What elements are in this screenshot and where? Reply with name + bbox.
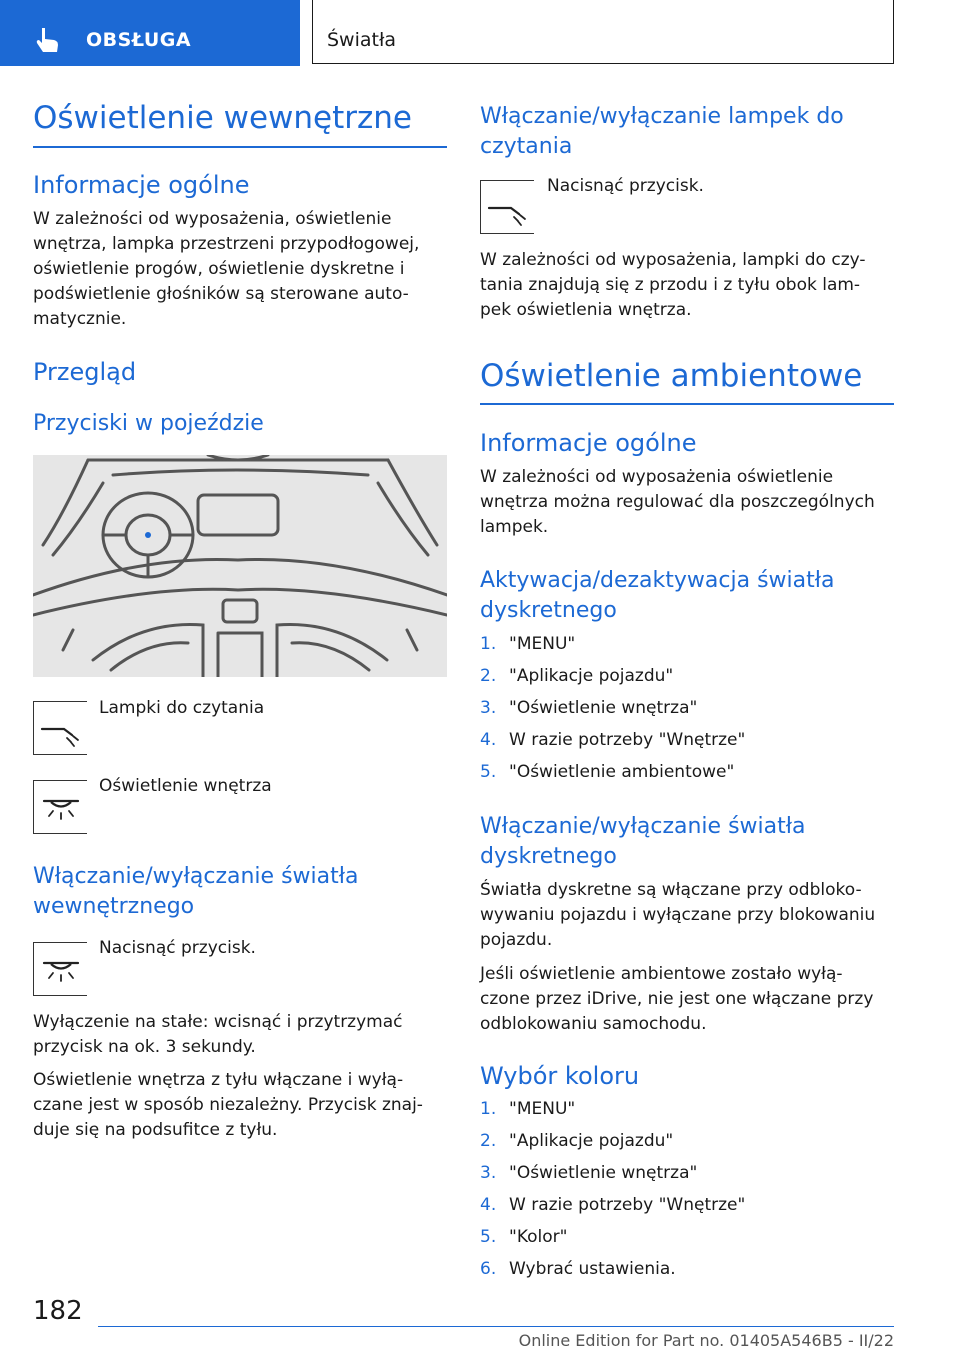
- car-interior-drawing: [33, 455, 447, 677]
- interior-light-icon: [34, 781, 88, 835]
- step-number: 3.: [480, 1163, 497, 1183]
- ambient-title: Oświetlenie ambientowe: [480, 358, 863, 394]
- heading-line: Włączanie/wyłączanie lampek do: [480, 104, 844, 129]
- text-line: pojazdu.: [480, 930, 553, 950]
- step-number: 2.: [480, 666, 497, 686]
- section-label: OBSŁUGA: [86, 29, 192, 51]
- reading-instruction: Nacisnąć przycisk.: [547, 176, 704, 196]
- list-item: [480, 724, 745, 756]
- list-item: [480, 692, 745, 724]
- text-line: lampek.: [480, 517, 549, 537]
- discreet-text-1: [480, 878, 900, 953]
- step-text: "Oświetlenie ambientowe": [509, 762, 735, 782]
- page-number: 182: [33, 1296, 83, 1326]
- chapter-header: [312, 0, 894, 64]
- legend-reading-light: Lampki do czytania: [99, 698, 265, 718]
- interior-light-switch-button[interactable]: [33, 942, 87, 996]
- list-item: [480, 1125, 745, 1157]
- discreet-text-2: [480, 962, 900, 1037]
- reading-light-button[interactable]: [33, 701, 87, 755]
- reading-light-icon: [34, 702, 88, 756]
- general-heading: Informacje ogólne: [33, 171, 250, 199]
- step-number: 3.: [480, 698, 497, 718]
- switch-text-rear: [33, 1068, 453, 1143]
- step-text: "Oświetlenie wnętrza": [509, 1163, 698, 1183]
- text-line: oświetlenie progów, oświetlenie dyskretne i: [33, 259, 405, 279]
- list-item: [480, 1221, 745, 1253]
- reading-heading: [480, 102, 844, 162]
- page-title: Oświetlenie wewnętrzne: [33, 100, 413, 136]
- step-number: 4.: [480, 730, 497, 750]
- heading-line: czytania: [480, 134, 573, 159]
- list-item: [480, 628, 745, 660]
- activation-steps: [480, 628, 745, 788]
- text-line: matycznie.: [33, 309, 127, 329]
- hand-pointer-icon: [34, 26, 64, 54]
- text-line: podświetlenie głośników są sterowane auto-: [33, 284, 409, 304]
- heading-line: Włączanie/wyłączanie światła: [480, 814, 806, 839]
- step-text: "Aplikacje pojazdu": [509, 1131, 674, 1151]
- ambient-rule: [480, 403, 894, 405]
- text-line: Wyłączenie na stałe: wcisnąć i przytrzymać: [33, 1012, 403, 1032]
- text-line: W zależności od wyposażenia oświetlenie: [480, 467, 834, 487]
- discreet-heading: [480, 812, 805, 872]
- color-heading: Wybór koloru: [480, 1062, 640, 1090]
- general-text: [33, 207, 453, 332]
- title-rule: [33, 146, 447, 148]
- list-item: [480, 756, 745, 788]
- reading-light-switch-button[interactable]: [480, 180, 534, 234]
- step-number: 5.: [480, 762, 497, 782]
- footer-edition: Online Edition for Part no. 01405A546B5 - II/22: [518, 1331, 894, 1350]
- text-line: W zależności od wyposażenia, oświetlenie: [33, 209, 392, 229]
- step-text: W razie potrzeby "Wnętrze": [509, 1195, 746, 1215]
- section-tab: [0, 0, 300, 66]
- text-line: czone przez iDrive, nie jest one włączane przy: [480, 989, 874, 1009]
- footer-rule: [98, 1326, 894, 1327]
- heading-line: wewnętrznego: [33, 894, 195, 919]
- interior-light-button[interactable]: [33, 780, 87, 834]
- step-text: "Oświetlenie wnętrza": [509, 698, 698, 718]
- step-text: Wybrać ustawienia.: [509, 1259, 676, 1279]
- reading-text: [480, 248, 900, 323]
- heading-line: dyskretnego: [480, 844, 617, 869]
- step-number: 6.: [480, 1259, 497, 1279]
- step-number: 5.: [480, 1227, 497, 1247]
- car-interior-illustration: [33, 455, 447, 677]
- text-line: wnętrza, lampka przestrzeni przypodłogowej,: [33, 234, 420, 254]
- overview-heading: Przegląd: [33, 358, 137, 386]
- switch-instruction: Nacisnąć przycisk.: [99, 938, 256, 958]
- text-line: przycisk na ok. 3 sekundy.: [33, 1037, 256, 1057]
- list-item: [480, 1189, 745, 1221]
- text-line: Jeśli oświetlenie ambientowe zostało wyłą-: [480, 964, 843, 984]
- step-text: W razie potrzeby "Wnętrze": [509, 730, 746, 750]
- switch-heading: [33, 862, 358, 922]
- ambient-general-heading: Informacje ogólne: [480, 429, 697, 457]
- list-item: [480, 1253, 745, 1285]
- step-number: 2.: [480, 1131, 497, 1151]
- text-line: czane jest w sposób niezależny. Przycisk znaj-: [33, 1095, 423, 1115]
- step-number: 4.: [480, 1195, 497, 1215]
- text-line: Oświetlenie wnętrza z tyłu włączane i wyłą-: [33, 1070, 404, 1090]
- text-line: Światła dyskretne są włączane przy odbloko-: [480, 880, 862, 900]
- ambient-general-text: [480, 465, 900, 540]
- activation-heading: [480, 566, 835, 626]
- step-text: "MENU": [509, 634, 576, 654]
- list-item: [480, 660, 745, 692]
- color-steps: [480, 1093, 745, 1285]
- step-text: "MENU": [509, 1099, 576, 1119]
- heading-line: Włączanie/wyłączanie światła: [33, 864, 359, 889]
- text-line: odblokowaniu samochodu.: [480, 1014, 707, 1034]
- chapter-title: Światła: [327, 29, 397, 51]
- buttons-heading: Przyciski w pojeździe: [33, 411, 264, 436]
- interior-light-icon: [34, 943, 88, 997]
- legend-interior-light: Oświetlenie wnętrza: [99, 776, 272, 796]
- text-line: pek oświetlenia wnętrza.: [480, 300, 692, 320]
- text-line: tania znajdują się z przodu i z tyłu obok lam-: [480, 275, 861, 295]
- heading-line: Aktywacja/dezaktywacja światła: [480, 568, 835, 593]
- heading-line: dyskretnego: [480, 598, 617, 623]
- step-number: 1.: [480, 634, 497, 654]
- text-line: W zależności od wyposażenia, lampki do czy-: [480, 250, 866, 270]
- reading-light-icon: [481, 181, 535, 235]
- text-line: wywaniu pojazdu i wyłączane przy blokowaniu: [480, 905, 876, 925]
- list-item: [480, 1157, 745, 1189]
- step-number: 1.: [480, 1099, 497, 1119]
- switch-text-permanent: [33, 1010, 453, 1060]
- text-line: duje się na podsufitce z tyłu.: [33, 1120, 278, 1140]
- text-line: wnętrza można regulować dla poszczególnych: [480, 492, 875, 512]
- step-text: "Kolor": [509, 1227, 568, 1247]
- step-text: "Aplikacje pojazdu": [509, 666, 674, 686]
- list-item: [480, 1093, 745, 1125]
